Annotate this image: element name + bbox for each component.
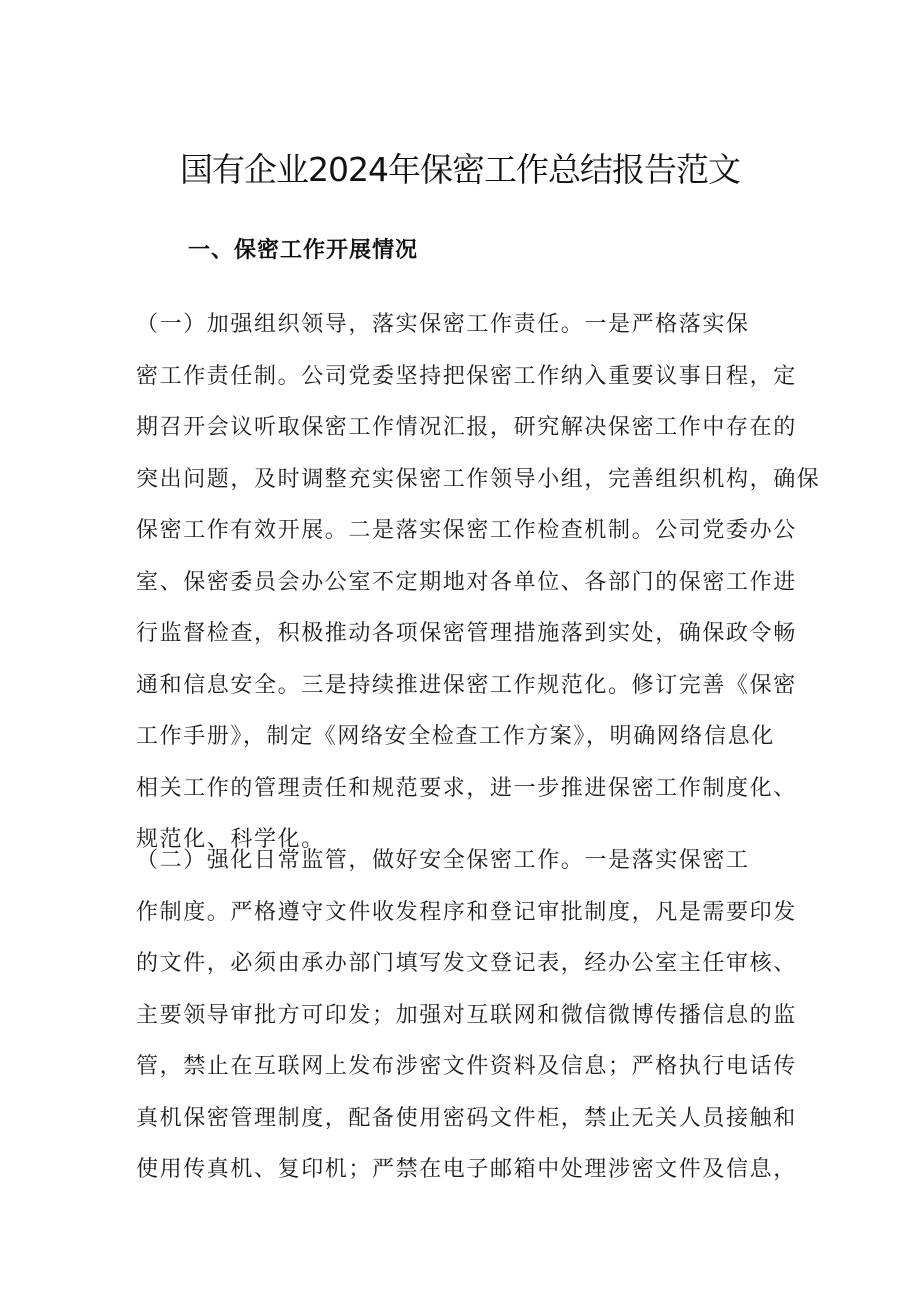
paragraph-line: 保密工作有效开展。二是落实保密工作检查机制。公司党委办公 bbox=[136, 518, 797, 543]
document-title: 国有企业2024年保密工作总结报告范文 bbox=[180, 150, 740, 189]
paragraph-line: 的文件，必须由承办部门填写发文登记表，经办公室主任审核、 bbox=[136, 951, 797, 976]
paragraph-line: 作制度。严格遵守文件收发程序和登记审批制度，凡是需要印发 bbox=[136, 899, 797, 925]
paragraph-line: 主要领导审批方可印发；加强对互联网和微信微博传播信息的监 bbox=[136, 1002, 797, 1028]
paragraph-line: 规范化、科学化。 bbox=[136, 827, 325, 852]
paragraph-line: 真机保密管理制度，配备使用密码文件柜，禁止无关人员接触和 bbox=[136, 1105, 797, 1131]
paragraph-line: 突出问题，及时调整充实保密工作领导小组，完善组织机构，确保 bbox=[136, 466, 821, 492]
paragraph-line: （一）加强组织领导，落实保密工作责任。一是严格落实保 bbox=[136, 312, 750, 337]
paragraph-line: 密工作责任制。公司党委坚持把保密工作纳入重要议事日程，定 bbox=[136, 363, 797, 389]
paragraph-line: （二）强化日常监管，做好安全保密工作。一是落实保密工 bbox=[136, 848, 750, 873]
paragraph-2 bbox=[136, 835, 797, 1196]
paragraph-line: 期召开会议听取保密工作情况汇报，研究解决保密工作中存在的 bbox=[136, 415, 797, 440]
paragraph-line: 使用传真机、复印机；严禁在电子邮箱中处理涉密文件及信息， bbox=[136, 1157, 797, 1182]
paragraph-line: 行监督检查，积极推动各项保密管理措施落到实处，确保政令畅 bbox=[136, 621, 797, 646]
paragraph-line: 相关工作的管理责任和规范要求，进一步推进保密工作制度化、 bbox=[136, 775, 797, 801]
paragraph-1 bbox=[136, 299, 821, 866]
paragraph-line: 管，禁止在互联网上发布涉密文件资料及信息；严格执行电话传 bbox=[136, 1054, 797, 1079]
section-heading: 一、保密工作开展情况 bbox=[188, 238, 419, 263]
paragraph-line: 室、保密委员会办公室不定期地对各单位、各部门的保密工作进 bbox=[136, 569, 797, 595]
paragraph-line: 通和信息安全。三是持续推进保密工作规范化。修订完善《保密 bbox=[136, 672, 797, 698]
paragraph-line: 工作手册》，制定《网络安全检查工作方案》，明确网络信息化 bbox=[136, 724, 775, 749]
